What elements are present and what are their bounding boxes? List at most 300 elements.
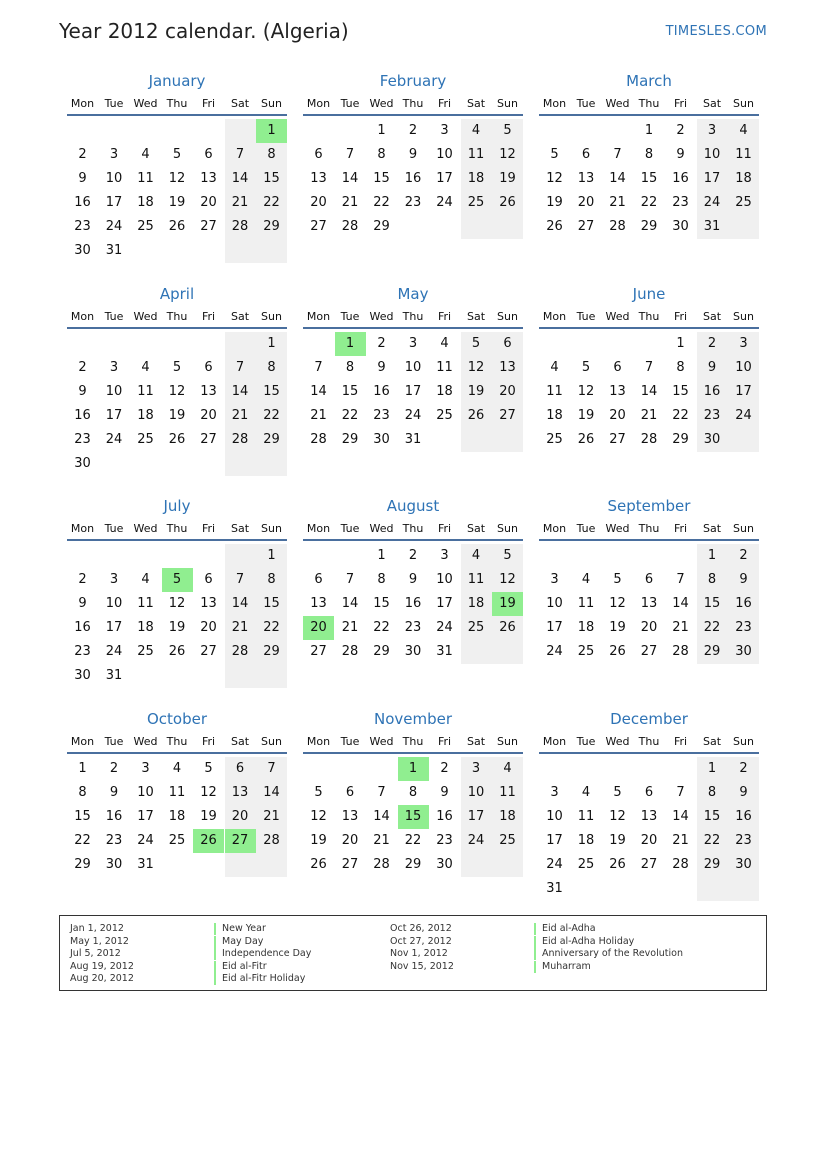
day-cell: 17 [728,380,759,404]
day-cell: 23 [697,404,728,428]
day-cell: 17 [436,596,453,611]
day-cell: 5 [172,360,182,375]
day-cell: 17 [461,805,492,829]
weekday-header: Tue [104,310,124,323]
weekday-header: Fri [437,522,452,535]
day-cell: 22 [256,616,287,640]
day-cell: 12 [492,568,523,592]
day-cell: 8 [408,785,418,800]
day-cell: 12 [168,384,186,399]
day-cell: 20 [200,195,217,210]
day-cell: 25 [546,432,563,447]
day-cell: 10 [436,147,453,162]
day-cell: 16 [74,195,91,210]
weekday-header: Fri [201,310,216,323]
day-cell: 6 [314,147,323,162]
day-cell: 4 [141,147,150,162]
day-cell: 9 [676,147,685,162]
day-cell: 9 [377,360,386,375]
day-cell: 31 [105,668,123,683]
day-cell: 22 [672,408,689,423]
day-cell: 12 [609,596,626,611]
weekend-shade [256,664,287,688]
day-cell: 8 [256,356,287,380]
day-cell: 5 [550,147,559,162]
legend-holiday-name: Independence Day [214,948,311,960]
day-cell: 28 [640,432,658,447]
day-cell: 21 [310,408,327,423]
day-cell: 29 [373,644,390,659]
weekday-header: Sat [702,97,722,110]
day-cell: 4 [581,785,591,800]
day-cell: 24 [461,829,492,853]
day-cell: 6 [314,572,323,587]
day-cell: 16 [404,171,422,186]
day-cell: 24 [105,644,123,659]
day-cell: 1 [377,548,386,563]
weekday-header: Fri [673,735,688,748]
weekday-header: Tue [104,97,124,110]
weekend-shade [225,332,256,356]
day-cell: 14 [310,384,327,399]
day-cell: 2 [408,123,418,138]
month-november [303,710,523,910]
month-name: August [386,497,440,515]
day-cell: 12 [168,171,186,186]
day-cell: 29 [256,215,287,239]
weekend-shade [728,215,759,239]
day-cell: 29 [640,219,658,234]
weekday-header: Wed [605,97,630,110]
weekday-header: Tue [576,97,596,110]
header-rule [303,752,523,754]
day-cell: 8 [256,568,287,592]
day-cell: 15 [672,384,689,399]
day-cell: 2 [78,360,87,375]
day-cell: 21 [373,833,390,848]
day-cell: 26 [577,432,595,447]
day-cell: 5 [314,785,323,800]
weekday-header: Tue [340,310,360,323]
day-cell: 10 [105,384,123,399]
weekday-header: Sun [733,735,754,748]
day-cell: 1 [676,336,685,351]
legend-holiday-name: Eid al-Adha Holiday [534,936,634,948]
day-cell: 11 [492,781,523,805]
day-cell: 13 [225,781,256,805]
day-cell: 7 [377,785,386,800]
day-cell: 1 [398,757,429,781]
day-cell: 9 [78,596,87,611]
day-cell: 5 [172,147,182,162]
day-cell: 4 [172,761,182,776]
day-cell: 11 [546,384,563,399]
weekend-shade [225,853,256,877]
day-cell: 20 [640,620,658,635]
day-cell: 16 [728,805,759,829]
day-cell: 2 [676,123,685,138]
day-cell: 16 [436,809,453,824]
day-cell: 29 [256,428,287,452]
day-cell: 6 [225,757,256,781]
day-cell: 9 [728,568,759,592]
day-cell: 21 [672,833,689,848]
day-cell: 19 [168,408,186,423]
day-cell: 27 [640,857,658,872]
weekday-header: Thu [402,735,424,748]
day-cell: 22 [341,408,359,423]
weekend-shade [225,544,256,568]
day-cell: 1 [644,123,654,138]
day-cell: 24 [105,219,123,234]
legend-date: Oct 26, 2012 [390,923,452,934]
day-cell: 14 [609,171,626,186]
day-cell: 17 [105,195,123,210]
day-cell: 6 [581,147,591,162]
day-cell: 23 [373,408,390,423]
weekend-shade [225,452,256,476]
weekday-header: Sat [466,735,486,748]
day-cell: 14 [225,380,256,404]
day-cell: 6 [204,147,213,162]
day-cell: 7 [256,757,287,781]
day-cell: 14 [373,809,390,824]
weekend-shade [256,452,287,476]
day-cell: 7 [225,568,256,592]
day-cell: 2 [440,761,449,776]
month-march [539,72,759,272]
weekday-header: Sat [466,310,486,323]
header-rule [67,114,287,116]
day-cell: 17 [137,809,154,824]
day-cell: 17 [404,384,422,399]
weekday-header: Wed [369,522,394,535]
weekday-header: Mon [542,97,567,110]
weekday-header: Sun [733,522,754,535]
day-cell: 17 [105,408,123,423]
weekday-header: Tue [576,310,596,323]
weekday-header: Thu [638,522,660,535]
day-cell: 9 [697,356,728,380]
month-name: July [163,497,191,515]
day-cell: 5 [613,785,622,800]
day-cell: 27 [200,432,217,447]
weekday-header: Fri [673,522,688,535]
weekend-shade [492,428,523,452]
weekday-header: Sun [497,97,518,110]
day-cell: 7 [676,785,685,800]
day-cell: 1 [256,119,287,143]
month-october [67,710,287,910]
day-cell: 26 [461,404,492,428]
day-cell: 12 [577,384,595,399]
day-cell: 29 [404,857,422,872]
month-january [67,72,287,272]
day-cell: 18 [137,620,154,635]
month-name: November [373,710,453,728]
day-cell: 24 [546,857,563,872]
weekday-header: Tue [576,522,596,535]
day-cell: 12 [546,171,563,186]
day-cell: 18 [137,408,154,423]
day-cell: 19 [577,408,595,423]
header-rule [539,114,759,116]
day-cell: 14 [225,592,256,616]
day-cell: 3 [697,119,728,143]
legend-date: Oct 27, 2012 [390,935,452,947]
day-cell: 15 [341,384,359,399]
weekday-header: Mon [306,310,331,323]
day-cell: 17 [105,620,123,635]
day-cell: 18 [492,805,523,829]
day-cell: 4 [141,360,150,375]
day-cell: 17 [546,833,563,848]
day-cell: 15 [256,380,287,404]
legend-date: Aug 20, 2012 [70,973,134,984]
day-cell: 11 [137,171,154,186]
weekend-shade [728,428,759,452]
day-cell: 26 [168,644,186,659]
weekday-header: Fri [437,97,452,110]
weekend-shade [461,428,492,452]
day-cell: 24 [436,620,453,635]
day-cell: 18 [546,408,563,423]
day-cell: 8 [644,147,654,162]
day-cell: 11 [461,143,492,167]
month-april [67,285,287,485]
weekday-header: Mon [70,310,95,323]
day-cell: 16 [672,171,689,186]
day-cell: 8 [377,572,386,587]
page-title: Year 2012 calendar. (Algeria) [59,19,349,43]
day-cell: 4 [728,119,759,143]
day-cell: 28 [341,219,359,234]
day-cell: 13 [577,171,595,186]
legend-holiday-name: Muharram [534,961,591,973]
day-cell: 9 [408,572,418,587]
day-cell: 13 [341,809,359,824]
month-name: February [379,72,447,90]
weekday-header: Thu [402,310,424,323]
day-cell: 23 [436,833,453,848]
month-december [539,710,759,910]
day-cell: 30 [672,219,689,234]
month-name: September [607,497,691,515]
day-cell: 7 [225,143,256,167]
day-cell: 14 [341,171,359,186]
day-cell: 26 [193,829,224,853]
day-cell: 30 [728,640,759,664]
weekday-header: Sun [733,97,754,110]
day-cell: 2 [697,332,728,356]
day-cell: 20 [577,195,595,210]
month-february [303,72,523,272]
day-cell: 23 [728,829,759,853]
day-cell: 3 [461,757,492,781]
weekday-header: Thu [638,735,660,748]
day-cell: 29 [341,432,359,447]
day-cell: 15 [256,592,287,616]
day-cell: 19 [200,809,217,824]
weekday-header: Sat [230,97,250,110]
day-cell: 6 [204,572,213,587]
day-cell: 27 [310,644,327,659]
day-cell: 10 [105,171,123,186]
day-cell: 6 [492,332,523,356]
day-cell: 4 [581,572,591,587]
day-cell: 26 [609,857,626,872]
weekday-header: Fri [201,522,216,535]
day-cell: 20 [492,380,523,404]
month-july [67,497,287,697]
day-cell: 26 [168,219,186,234]
day-cell: 28 [672,857,689,872]
day-cell: 3 [440,548,449,563]
day-cell: 5 [461,332,492,356]
day-cell: 27 [577,219,595,234]
weekday-header: Fri [201,97,216,110]
day-cell: 21 [225,616,256,640]
weekday-header: Sun [497,310,518,323]
day-cell: 19 [546,195,563,210]
day-cell: 14 [256,781,287,805]
day-cell: 13 [310,171,327,186]
weekend-shade [492,853,523,877]
day-cell: 15 [640,171,658,186]
weekday-header: Thu [166,310,188,323]
day-cell: 26 [546,219,563,234]
day-cell: 7 [676,572,685,587]
weekday-header: Sat [702,522,722,535]
day-cell: 3 [550,785,559,800]
day-cell: 18 [461,592,492,616]
day-cell: 29 [373,219,390,234]
day-cell: 30 [697,428,728,452]
day-cell: 25 [461,191,492,215]
day-cell: 28 [373,857,390,872]
day-cell: 28 [310,432,327,447]
day-cell: 4 [492,757,523,781]
day-cell: 22 [373,195,390,210]
day-cell: 21 [341,620,359,635]
day-cell: 7 [644,360,654,375]
day-cell: 13 [200,171,217,186]
day-cell: 28 [256,829,287,853]
day-cell: 16 [728,592,759,616]
day-cell: 7 [345,572,355,587]
day-cell: 19 [492,167,523,191]
day-cell: 27 [492,404,523,428]
day-cell: 18 [728,167,759,191]
day-cell: 21 [225,404,256,428]
day-cell: 7 [613,147,622,162]
day-cell: 22 [640,195,658,210]
day-cell: 8 [697,781,728,805]
weekday-header: Fri [437,310,452,323]
weekday-header: Wed [605,310,630,323]
day-cell: 23 [728,616,759,640]
day-cell: 30 [105,857,123,872]
day-cell: 5 [613,572,622,587]
day-cell: 4 [461,544,492,568]
weekday-header: Wed [133,522,158,535]
day-cell: 28 [225,428,256,452]
day-cell: 14 [672,596,689,611]
weekday-header: Thu [402,522,424,535]
day-cell: 11 [436,360,453,375]
day-cell: 4 [440,336,449,351]
weekday-header: Sat [230,522,250,535]
day-cell: 1 [78,761,87,776]
legend-date: Aug 19, 2012 [70,960,134,972]
day-cell: 28 [609,219,626,234]
weekend-shade [728,877,759,901]
day-cell: 8 [676,360,685,375]
day-cell: 18 [461,167,492,191]
day-cell: 26 [609,644,626,659]
legend-holiday-name: Eid al-Fitr Holiday [214,973,305,985]
day-cell: 2 [728,757,759,781]
day-cell: 3 [141,761,150,776]
day-cell: 31 [546,881,563,896]
day-cell: 25 [461,616,492,640]
day-cell: 6 [644,572,654,587]
day-cell: 29 [74,857,91,872]
day-cell: 19 [609,833,626,848]
day-cell: 10 [137,785,154,800]
day-cell: 19 [168,195,186,210]
day-cell: 25 [137,432,154,447]
day-cell: 21 [256,805,287,829]
day-cell: 3 [109,147,119,162]
day-cell: 8 [345,360,355,375]
weekday-header: Tue [340,522,360,535]
day-cell: 5 [492,544,523,568]
day-cell: 21 [609,195,626,210]
day-cell: 30 [74,243,91,258]
weekend-shade [461,215,492,239]
weekday-header: Mon [70,522,95,535]
brand-link[interactable]: TIMESLES.COM [665,24,767,39]
day-cell: 12 [310,809,327,824]
day-cell: 14 [672,809,689,824]
day-cell: 30 [404,644,422,659]
day-cell: 11 [577,596,595,611]
day-cell: 31 [436,644,453,659]
weekday-header: Wed [133,310,158,323]
day-cell: 28 [672,644,689,659]
day-cell: 3 [408,336,418,351]
day-cell: 22 [74,833,91,848]
day-cell: 20 [200,620,217,635]
weekday-header: Mon [70,97,95,110]
day-cell: 13 [640,809,658,824]
day-cell: 16 [74,620,91,635]
day-cell: 27 [310,219,327,234]
day-cell: 10 [105,596,123,611]
day-cell: 21 [672,620,689,635]
day-cell: 16 [404,596,422,611]
day-cell: 28 [225,640,256,664]
weekday-header: Sun [497,522,518,535]
day-cell: 19 [492,592,523,616]
legend-date: Nov 15, 2012 [390,960,454,972]
day-cell: 8 [697,568,728,592]
day-cell: 3 [109,572,119,587]
day-cell: 17 [436,171,453,186]
weekday-header: Sun [497,735,518,748]
day-cell: 14 [225,167,256,191]
